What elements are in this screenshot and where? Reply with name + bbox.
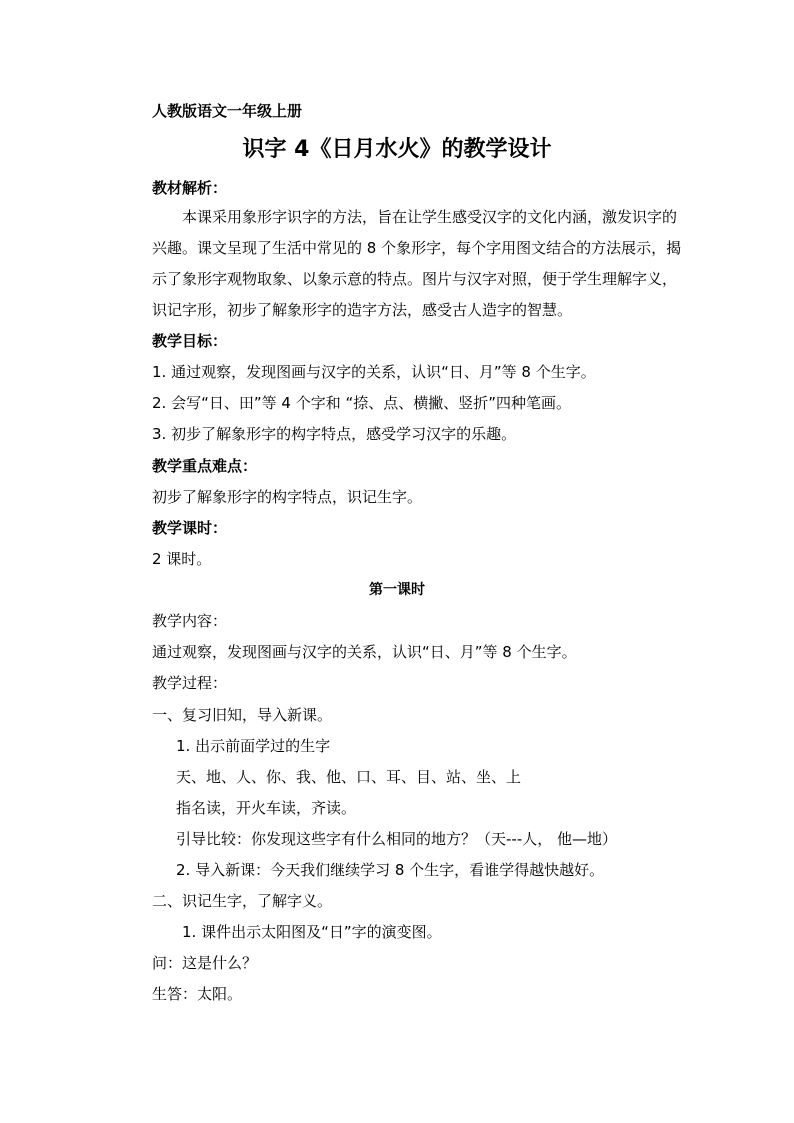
key-points-heading: 教学重点难点： [152,457,258,475]
goal-item: 1. 通过观察，发现图画与汉字的关系，认识“日、月”等 8 个生字。 [152,363,596,381]
analysis-heading: 教材解析： [152,179,228,197]
analysis-line: 示了象形字观物取象、以象示意的特点。图片与汉字对照，便于学生理解字义， [152,270,678,288]
lesson1-heading: 第一课时 [369,582,425,598]
process-line: 一、复习旧知，导入新课。 [152,706,333,724]
process-line: 天、地、人、你、我、他、口、耳、目、站、坐、上 [176,768,522,786]
goal-item: 3. 初步了解象形字的构字特点，感受学习汉字的乐趣。 [152,425,517,443]
content-text: 通过观察，发现图画与汉字的关系，认识“日、月”等 8 个生字。 [152,643,577,661]
process-heading: 教学过程： [152,674,228,692]
content-heading: 教学内容： [152,612,228,630]
goal-item: 2. 会写“日、田”等 4 个字和 “捺、点、横撇、竖折”四种笔画。 [152,394,572,412]
process-line: 1. 出示前面学过的生字 [176,737,331,755]
analysis-line: 识记字形，初步了解象形字的造字方法，感受古人造字的智慧。 [152,301,573,319]
process-line: 1. 课件出示太阳图及“日”字的演变图。 [182,923,442,941]
analysis-line: 本课采用象形字识字的方法，旨在让学生感受汉字的文化内涵，激发识字的 [182,208,678,226]
process-line: 指名读，开火车读，齐读。 [176,799,357,817]
process-line: 生答：太阳。 [152,985,243,1003]
series-label: 人教版语文一年级上册 [152,102,303,120]
process-line: 二、识记生字，了解字义。 [152,892,333,910]
analysis-line: 兴趣。课文呈现了生活中常见的 8 个象形字，每个字用图文结合的方法展示，揭 [152,239,682,257]
process-line: 2. 导入新课：今天我们继续学习 8 个生字，看谁学得越快越好。 [176,861,605,879]
process-line: 引导比较：你发现这些字有什么相同的地方？（天---人， 他—地） [176,830,618,848]
goals-heading: 教学目标： [152,332,228,350]
document-title: 识字 4《日月水火》的教学设计 [242,137,552,162]
key-points-text: 初步了解象形字的构字特点，识记生字。 [152,488,423,506]
hours-text: 2 课时。 [152,550,212,568]
process-line: 问：这是什么？ [152,954,258,972]
hours-heading: 教学课时： [152,519,228,537]
